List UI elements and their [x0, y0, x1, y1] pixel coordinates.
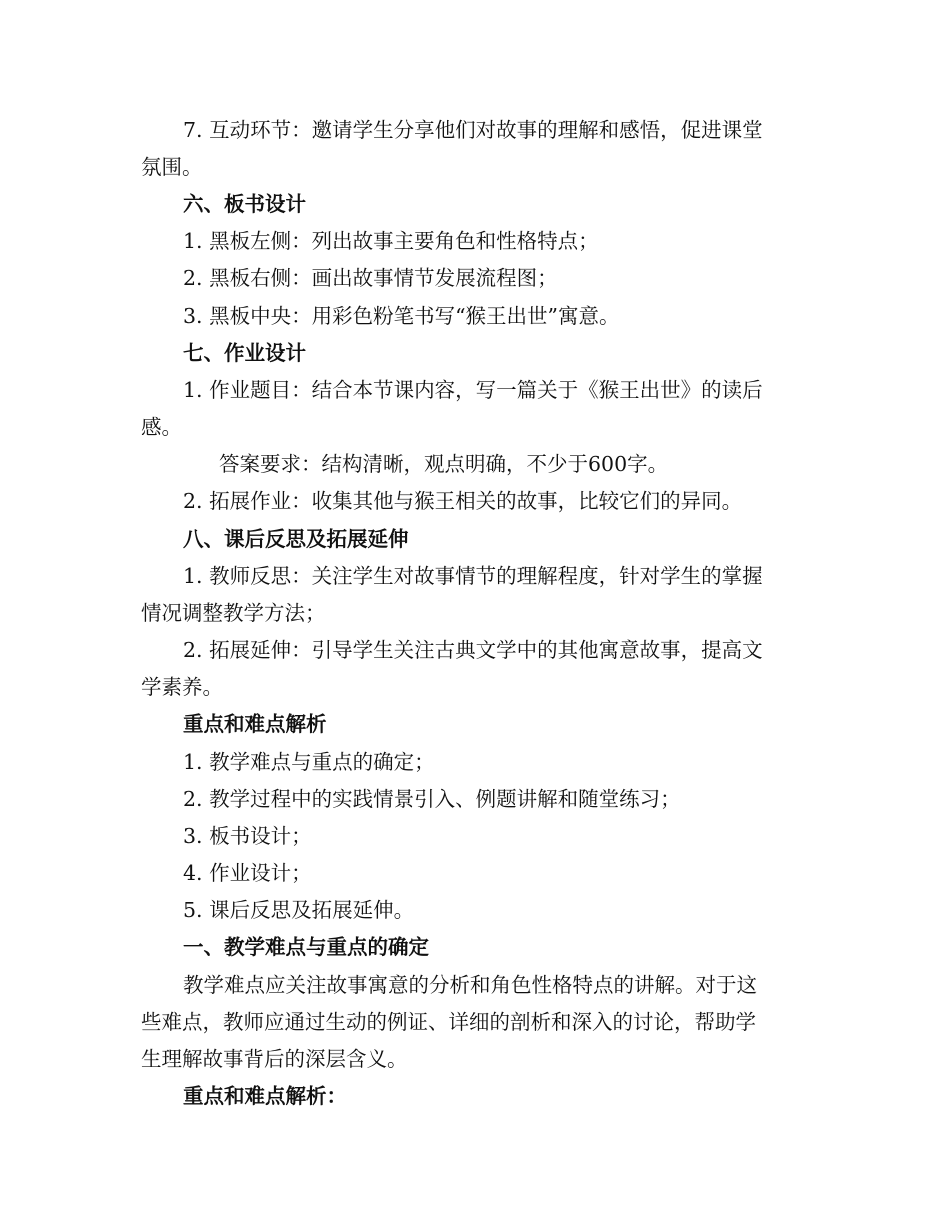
list-item: 1. 作业题目：结合本节课内容，写一篇关于《猴王出世》的读后 [183, 378, 763, 402]
paragraph-line: 氛围。 [141, 155, 203, 179]
section-heading: 一、教学难点与重点的确定 [183, 935, 429, 959]
section-heading: 重点和难点解析： [183, 1084, 347, 1108]
list-item: 4. 作业设计； [183, 861, 312, 885]
answer-requirement: 答案要求：结构清晰，观点明确，不少于600字。 [219, 452, 669, 476]
list-item: 2. 黑板右侧：画出故事情节发展流程图； [183, 266, 558, 290]
section-heading: 六、板书设计 [183, 192, 306, 216]
section-heading: 七、作业设计 [183, 341, 306, 365]
paragraph-line: 学素养。 [141, 675, 223, 699]
list-item: 2. 拓展延伸：引导学生关注古典文学中的其他寓意故事，提高文 [183, 638, 763, 662]
list-item: 2. 教学过程中的实践情景引入、例题讲解和随堂练习； [183, 787, 681, 811]
list-item: 3. 板书设计； [183, 824, 312, 848]
list-item: 3. 黑板中央：用彩色粉笔书写“猴王出世”寓意。 [183, 304, 620, 328]
list-item: 1. 教学难点与重点的确定； [183, 750, 435, 774]
list-item: 5. 课后反思及拓展延伸。 [183, 898, 415, 922]
paragraph-line: 情况调整教学方法； [141, 601, 326, 625]
section-heading: 八、课后反思及拓展延伸 [183, 527, 409, 551]
list-item: 1. 黑板左侧：列出故事主要角色和性格特点； [183, 229, 599, 253]
paragraph-line: 些难点，教师应通过生动的例证、详细的剖析和深入的讨论，帮助学 [141, 1010, 756, 1034]
list-item: 1. 教师反思：关注学生对故事情节的理解程度，针对学生的掌握 [183, 564, 763, 588]
section-heading: 重点和难点解析 [183, 712, 327, 736]
paragraph-line: 生理解故事背后的深层含义。 [141, 1047, 408, 1071]
list-item: 7. 互动环节：邀请学生分享他们对故事的理解和感悟，促进课堂 [183, 118, 763, 142]
paragraph-line: 感。 [141, 415, 182, 439]
paragraph-line: 教学难点应关注故事寓意的分析和角色性格特点的讲解。对于这 [183, 973, 757, 997]
list-item: 2. 拓展作业：收集其他与猴王相关的故事，比较它们的异同。 [183, 489, 743, 513]
